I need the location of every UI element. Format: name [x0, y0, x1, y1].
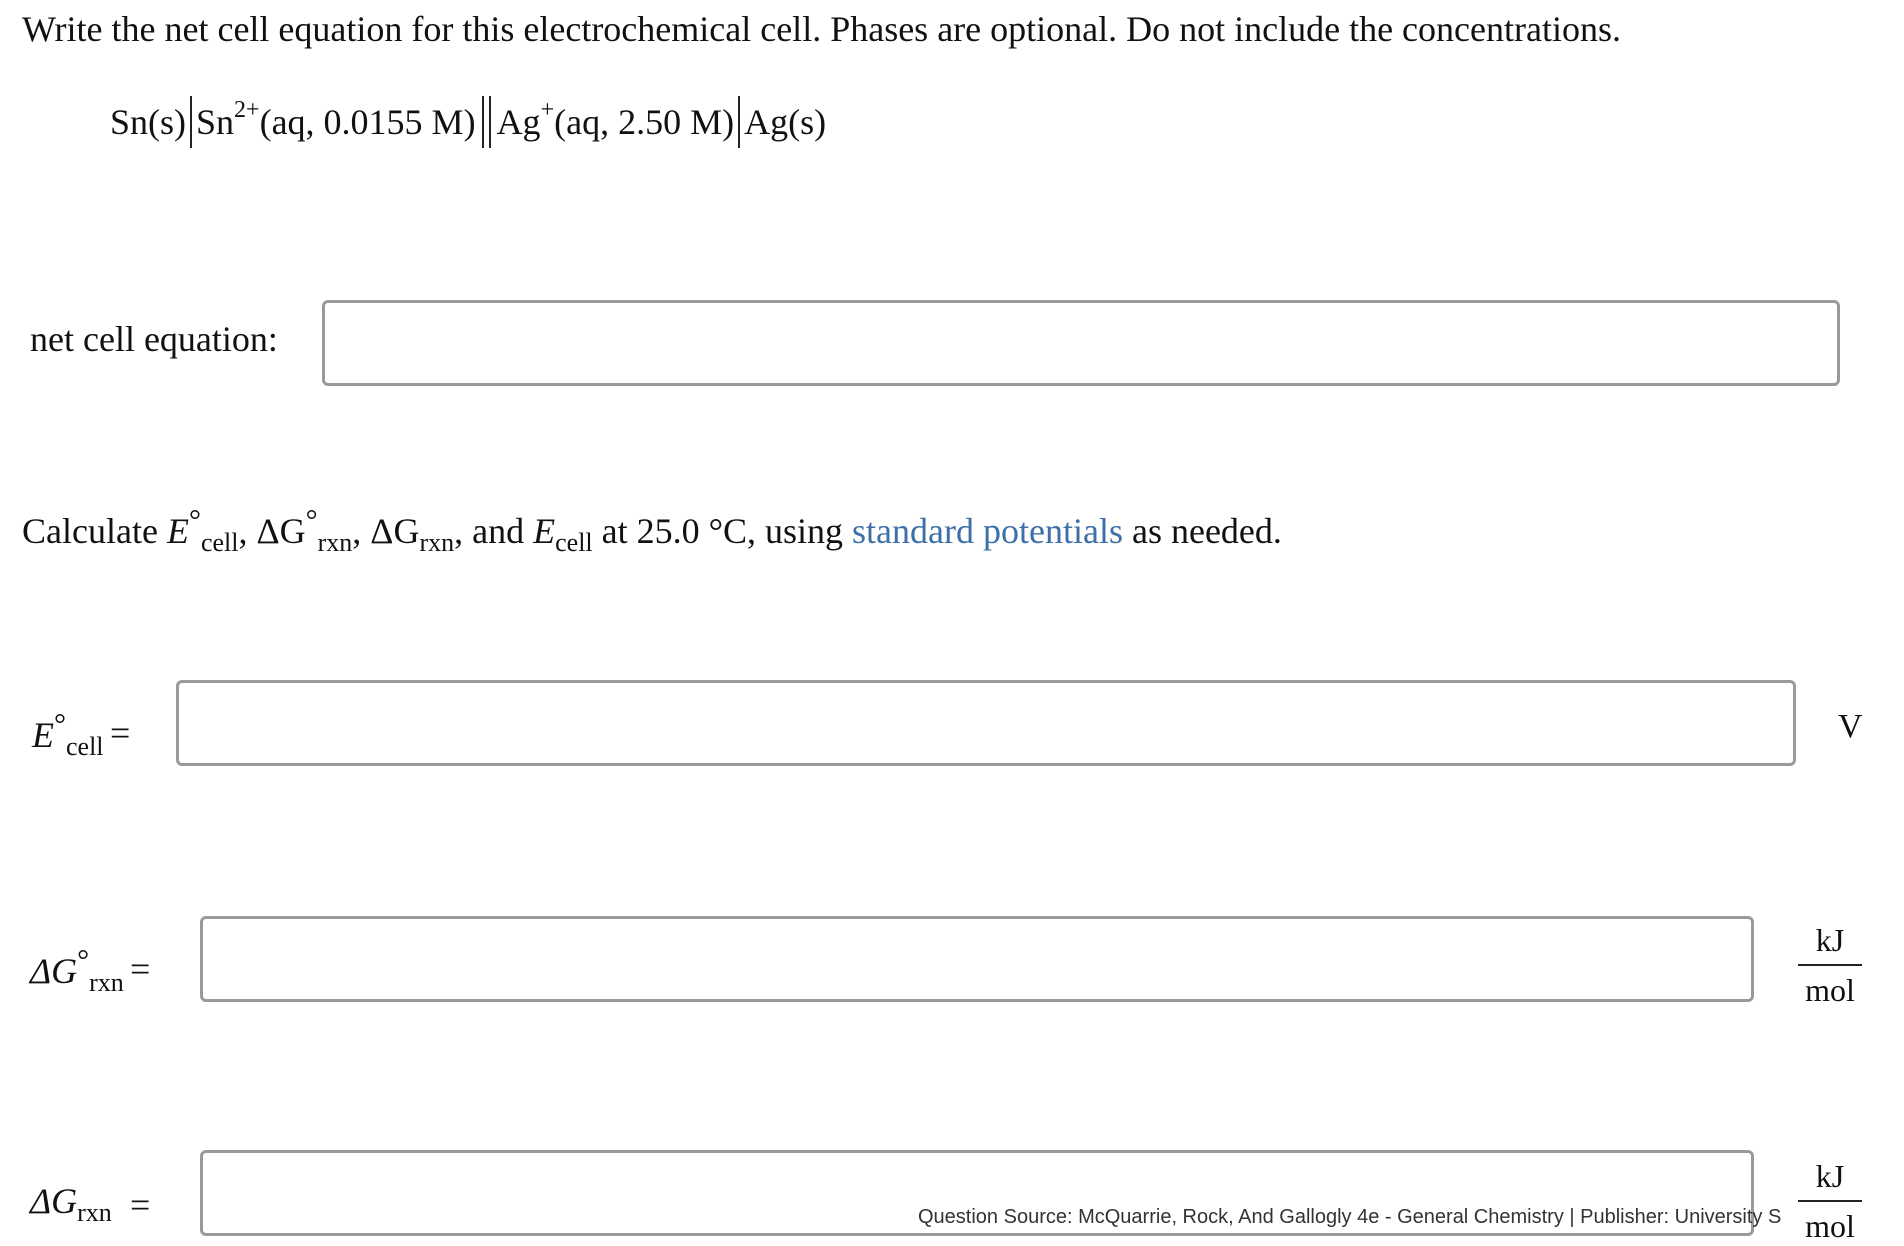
volt-unit: V: [1838, 708, 1863, 745]
cell-notation: [110, 96, 826, 148]
cathode-concentration: (aq, 2.50 M): [554, 102, 735, 142]
anode-ion: $Sn^{2+}$: [196, 97, 260, 142]
dg-rxn-label: $\Delta G_{rxn}$: [30, 1181, 112, 1228]
kj-per-mol-unit: kJ mol: [1798, 1156, 1862, 1246]
salt-bridge: [482, 96, 491, 148]
e-cell-std-label: $E^\circ_{cell}$: [32, 708, 104, 762]
e-cell-std-input[interactable]: [176, 680, 1796, 766]
anode-concentration: (aq, 0.0155 M): [259, 102, 476, 142]
question-instruction: Write the net cell equation for this electrochemical cell. Phases are optional. Do not include the concentrations.: [22, 9, 1621, 49]
net-equation-label: net cell equation:: [30, 319, 278, 359]
net-equation-input[interactable]: [322, 300, 1840, 386]
equals-sign: =: [130, 1185, 151, 1225]
equals-sign: =: [130, 949, 151, 989]
equals-sign: =: [110, 713, 131, 753]
dg-rxn-std-input[interactable]: [200, 916, 1754, 1002]
question-source-footer: Question Source: McQuarrie, Rock, And Gallogly 4e - General Chemistry | Publisher: University S: [918, 1206, 1782, 1228]
kj-per-mol-unit: kJ mol: [1798, 920, 1862, 1010]
cathode-ion: Ag+: [496, 97, 555, 142]
standard-potentials-link[interactable]: standard potentials: [852, 511, 1123, 551]
calculate-instruction: Calculate $E^\circ_{cell}$, $\Delta G^\circ_{rxn}$, $\Delta G_{rxn}$, and $E_{cell}$ at 25.0 °C, using standard potentials as needed.: [22, 504, 1282, 558]
phase-boundary: [190, 96, 192, 148]
cathode-metal: Ag(s): [744, 102, 827, 142]
dg-rxn-std-label: $\Delta G^\circ_{rxn}$: [30, 944, 124, 998]
anode-metal: Sn(s): [110, 102, 187, 142]
phase-boundary: [738, 96, 740, 148]
